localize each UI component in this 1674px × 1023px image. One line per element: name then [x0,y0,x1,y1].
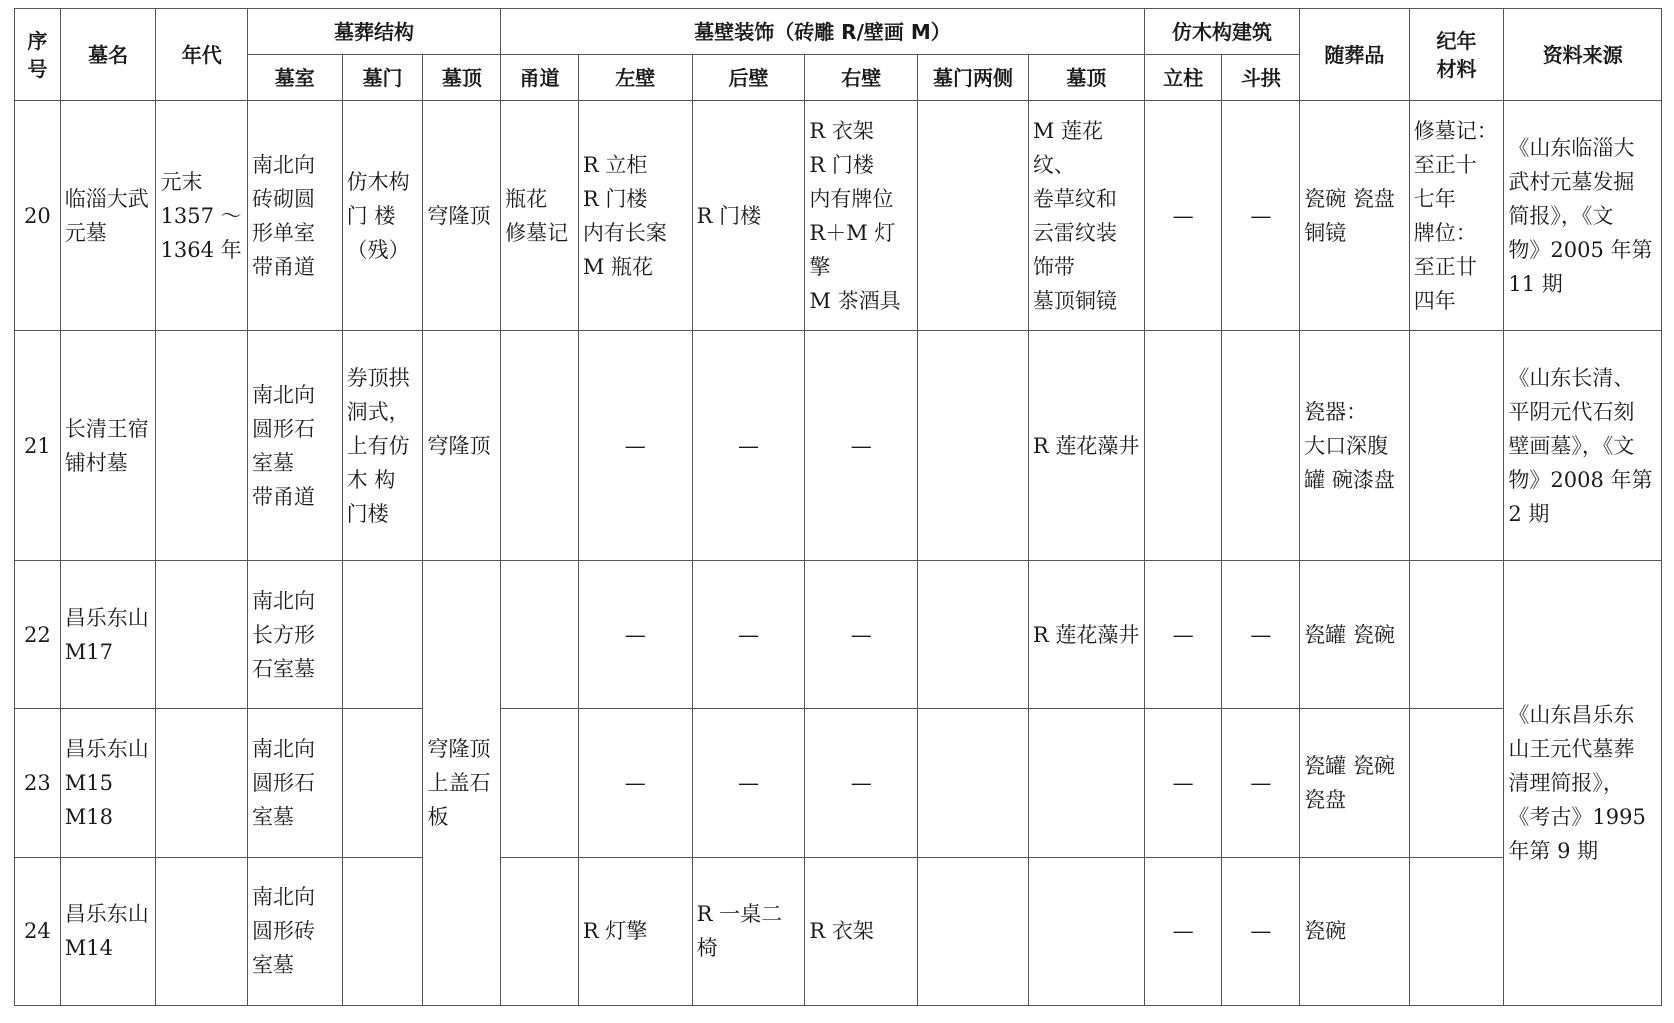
cell-pillar: — [1144,561,1222,709]
cell-right-wall: — [805,331,918,561]
header-chamber: 墓室 [247,55,342,101]
table-row [15,101,1662,331]
cell-right-wall: — [805,709,918,857]
cell-chamber: 南北向 圆形砖 室墓 [247,857,342,1005]
cell-dated: 修墓记： 至正十 七年 牌位： 至正廿 四年 [1409,101,1504,331]
header-source: 资料来源 [1504,9,1662,101]
header-right-wall: 右壁 [805,55,918,101]
cell-goods: 瓷罐 瓷碗 瓷盘 [1300,709,1410,857]
table-row [15,331,1662,561]
cell-ceiling [1028,857,1144,1005]
cell-roof-merged: 穹隆顶 上盖石 板 [423,561,501,1006]
cell-era [156,331,247,561]
cell-back-wall: R 一桌二椅 [692,857,805,1005]
cell-era [156,709,247,857]
cell-door-sides [918,101,1029,331]
cell-door [342,561,423,709]
cell-name: 昌乐东山 M15 M18 [60,709,156,857]
cell-door: 仿木构 门 楼 （残） [342,101,423,331]
table-row [15,561,1662,709]
cell-num: 22 [15,561,61,709]
cell-pillar: — [1144,709,1222,857]
cell-name: 昌乐东山 M14 [60,857,156,1005]
cell-door: 券顶拱 洞式， 上有仿 木 构 门楼 [342,331,423,561]
header-ceiling: 墓顶 [1028,55,1144,101]
cell-num: 24 [15,857,61,1005]
cell-left-wall: R 灯擎 [578,857,692,1005]
header-structure: 墓葬结构 [247,9,500,55]
cell-roof: 穹隆顶 [423,101,501,331]
cell-door [342,709,423,857]
table-row [15,709,1662,857]
cell-back-wall: — [692,331,805,561]
cell-door-sides [918,331,1029,561]
header-num: 序 号 [15,9,61,101]
cell-back-wall: — [692,709,805,857]
cell-name: 临淄大武 元墓 [60,101,156,331]
header-name: 墓名 [60,9,156,101]
cell-door-sides [918,709,1029,857]
cell-right-wall: — [805,561,918,709]
cell-source-merged: 《山东昌乐东 山王元代墓葬 清理简报》， 《考古》1995 年第 9 期 [1504,561,1662,1006]
cell-ceiling: R 莲花藻井 [1028,561,1144,709]
header-back-wall: 后壁 [692,55,805,101]
header-corridor: 甬道 [501,55,579,101]
cell-left-wall: — [578,709,692,857]
cell-era [156,561,247,709]
header-era: 年代 [156,9,247,101]
cell-pillar [1144,331,1222,561]
cell-back-wall: R 门楼 [692,101,805,331]
cell-chamber: 南北向 砖砌圆 形单室 带甬道 [247,101,342,331]
header-decoration: 墓壁装饰（砖雕 R/壁画 M） [501,9,1145,55]
cell-pillar: — [1144,101,1222,331]
cell-ceiling: R 莲花藻井 [1028,331,1144,561]
cell-num: 23 [15,709,61,857]
cell-left-wall: R 立柜 R 门楼 内有长案 M 瓶花 [578,101,692,331]
cell-era: 元末 1357 ～ 1364 年 [156,101,247,331]
cell-corridor [501,709,579,857]
cell-bracket [1222,331,1300,561]
header-timber: 仿木构建筑 [1144,9,1299,55]
cell-bracket: — [1222,857,1300,1005]
table-row [15,857,1662,1005]
cell-right-wall: R 衣架 R 门楼 内有牌位 R＋M 灯擎 M 茶酒具 [805,101,918,331]
cell-ceiling: M 莲花纹、 卷草纹和 云雷纹装 饰带 墓顶铜镜 [1028,101,1144,331]
cell-goods: 瓷碗 [1300,857,1410,1005]
cell-goods: 瓷碗 瓷盘 铜镜 [1300,101,1410,331]
cell-dated [1409,561,1504,709]
cell-chamber: 南北向 圆形石 室墓 [247,709,342,857]
cell-door-sides [918,561,1029,709]
cell-source: 《山东长清、 平阴元代石刻 壁画墓》，《文 物》2008 年第 2 期 [1504,331,1662,561]
header-roof: 墓顶 [423,55,501,101]
cell-roof: 穹隆顶 [423,331,501,561]
cell-door-sides [918,857,1029,1005]
header-pillar: 立柱 [1144,55,1222,101]
cell-name: 长清王宿 铺村墓 [60,331,156,561]
cell-right-wall: R 衣架 [805,857,918,1005]
cell-left-wall: — [578,561,692,709]
cell-chamber: 南北向 长方形 石室墓 [247,561,342,709]
cell-corridor [501,857,579,1005]
cell-num: 21 [15,331,61,561]
cell-dated [1409,709,1504,857]
header-bracket: 斗拱 [1222,55,1300,101]
header-left-wall: 左壁 [578,55,692,101]
cell-bracket: — [1222,101,1300,331]
cell-left-wall: — [578,331,692,561]
cell-door [342,857,423,1005]
cell-dated [1409,857,1504,1005]
cell-ceiling [1028,709,1144,857]
cell-goods: 瓷器： 大口深腹 罐 碗漆盘 [1300,331,1410,561]
cell-era [156,857,247,1005]
cell-source: 《山东临淄大 武村元墓发掘 简报》，《文 物》2005 年第 11 期 [1504,101,1662,331]
cell-name: 昌乐东山 M17 [60,561,156,709]
cell-corridor [501,331,579,561]
cell-bracket: — [1222,709,1300,857]
cell-pillar: — [1144,857,1222,1005]
cell-goods: 瓷罐 瓷碗 [1300,561,1410,709]
header-door: 墓门 [342,55,423,101]
header-door-sides: 墓门两侧 [918,55,1029,101]
cell-num: 20 [15,101,61,331]
cell-back-wall: — [692,561,805,709]
cell-corridor: 瓶花 修墓记 [501,101,579,331]
cell-dated [1409,331,1504,561]
cell-chamber: 南北向 圆形石 室墓 带甬道 [247,331,342,561]
header-dated: 纪年 材料 [1409,9,1504,101]
tomb-data-table [14,8,1662,1006]
header-goods: 随葬品 [1300,9,1410,101]
cell-bracket: — [1222,561,1300,709]
cell-corridor [501,561,579,709]
